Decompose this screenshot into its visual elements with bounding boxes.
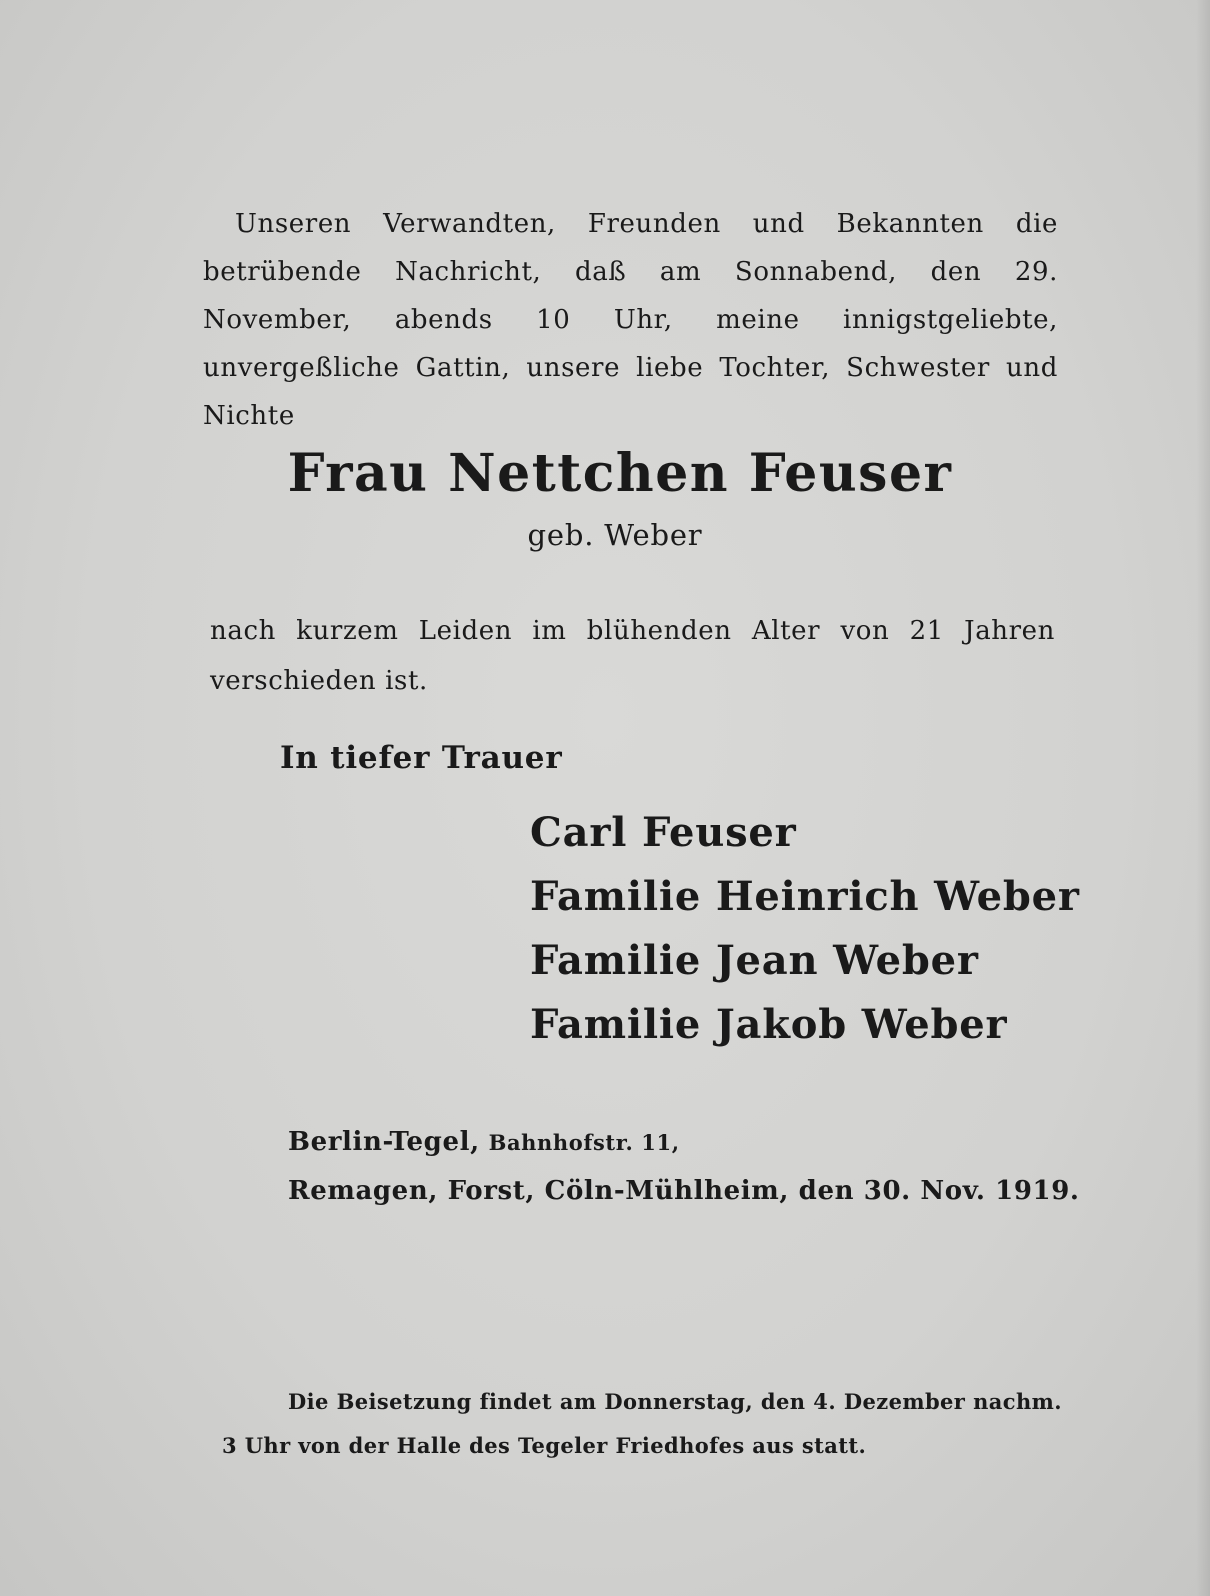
mourner-item: Familie Jakob Weber [530, 1001, 1008, 1048]
mourner-item: Carl Feuser [530, 809, 797, 856]
mourner-item: Familie Jean Weber [530, 937, 979, 984]
birth-name: geb. Weber [527, 518, 703, 552]
address-city: Berlin-Tegel, [288, 1127, 480, 1157]
address-street: Bahnhofstr. 11, [488, 1130, 680, 1155]
address-places-date: Remagen, Forst, Cöln-Mühlheim, den 30. Nov. 1919. [288, 1176, 1080, 1206]
deceased-name: Frau Nettchen Feuser [287, 443, 953, 504]
mourner-item: Familie Heinrich Weber [530, 873, 1080, 920]
page-edge-shadow [1196, 0, 1210, 1596]
mourning-heading: In tiefer Trauer [280, 740, 563, 776]
passing-paragraph: nach kurzem Leiden im blühenden Alter von 21 Jahren verschieden ist. [210, 616, 1055, 696]
address-line-1 [288, 1118, 1080, 1167]
intro-paragraph: Unseren Verwandten, Freunden und Bekannten die betrübende Nachricht, daß am Sonnabend, den 29. November, abends 10 Uhr, meine innigstgeliebte, unvergeßliche Gattin, unsere liebe Tochter, Schwester und Nichte [203, 209, 1058, 431]
address-block [288, 1118, 1080, 1215]
burial-notice: Die Beisetzung findet am Donnerstag, den 4. Dezember nachm. 3 Uhr von der Halle des Tegeler Friedhofes aus statt. [222, 1389, 1062, 1458]
mourners-list [530, 808, 1080, 1064]
